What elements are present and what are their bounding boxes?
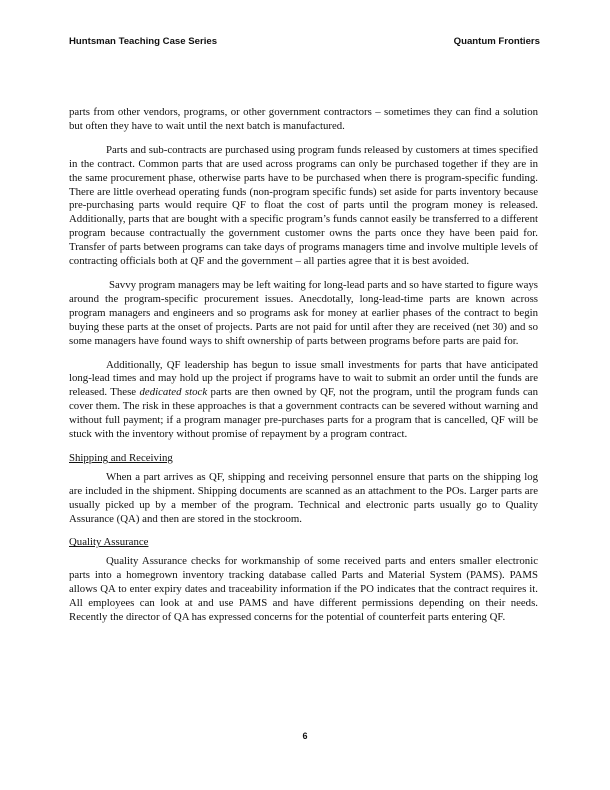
page-number: 6 <box>302 731 308 741</box>
paragraph-quality-assurance: Quality Assurance checks for workmanship of some received parts and enters smaller electronic parts into a homegrown inventory tracking database called Parts and Material System (PAMS). PAMS allows QA to enter expiry dates and traceability information if the PO indicates that the contract requires it. All employees can look at and use PAMS and have different permissions depending on their needs. Recently the director of QA has expressed concerns for the potential of counterfeit parts entering QF. <box>69 555 538 623</box>
paragraph-parts-subcontracts: Parts and sub-contracts are purchased using program funds released by customers at times specified in the contract. Common parts that are used across programs can only be purchased together if they are in the same procurement phase, otherwise parts have to be purchased when there is program-specific funding. There are little overhead operating funds (non-program specific funds) set aside for parts inventory because pre-purchasing parts would require QF to float the cost of parts until the program money is released. Additionally, parts that are bought with a specific program’s funds cannot easily be transferred to a different program because contractually the government customer owns the parts once they have been paid for. Transfer of parts between programs can take days of programs managers time and involve multiple levels of contracting officials both at QF and the government – all parties agree that it is best avoided. <box>69 143 538 268</box>
page-header <box>69 36 540 47</box>
page-body <box>69 106 538 635</box>
paragraph-shipping-receiving: When a part arrives as QF, shipping and receiving personnel ensure that parts on the shipping log are included in the shipment. Shipping documents are scanned as an attachment to the POs. Larger parts are usually picked up by a member of the program. Technical and electronic parts usually go to Quality Assurance (QA) and then are stored in the stockroom. <box>69 470 538 525</box>
paragraph-continuation: parts from other vendors, programs, or other government contractors – sometimes they can find a solution but often they have to wait until the next batch is manufactured. <box>69 106 538 132</box>
case-title: Quantum Frontiers <box>453 36 540 47</box>
heading-shipping-receiving: Shipping and Receiving <box>69 451 173 464</box>
para4-after: parts are then owned by QF, not the program, until the program funds can cover them. The risk in these approaches is that a government contracts can be severed without warning and without full payment; if a program manager pre-purchases parts for a program that is cancelled, QF will be stuck with the inventory without promise of repayment by a program contract. <box>69 386 538 441</box>
para4-before: Additionally, QF leadership has begun to issue small investments for parts that have anticipated long-lead times and may hold up the project if programs have to wait to submit an order until the funds are released. These <box>69 358 538 399</box>
paragraph-qf-leadership <box>69 359 538 442</box>
heading-quality-assurance: Quality Assurance <box>69 536 149 549</box>
dedicated-stock-term: dedicated stock <box>139 386 208 399</box>
paragraph-savvy-managers: Savvy program managers may be left waiting for long-lead parts and so have started to figure ways around the program-specific procurement issues. Anecdotally, long-lead-time parts are known across program managers and engineers and so programs ask for money at earlier phases of the contract to begin buying these parts at the onset of projects. Parts are not paid for until after they are received (net 30) and so some managers have found ways to shift ownership of parts between programs before parts are paid for. <box>69 278 538 347</box>
series-title: Huntsman Teaching Case Series <box>69 36 218 47</box>
